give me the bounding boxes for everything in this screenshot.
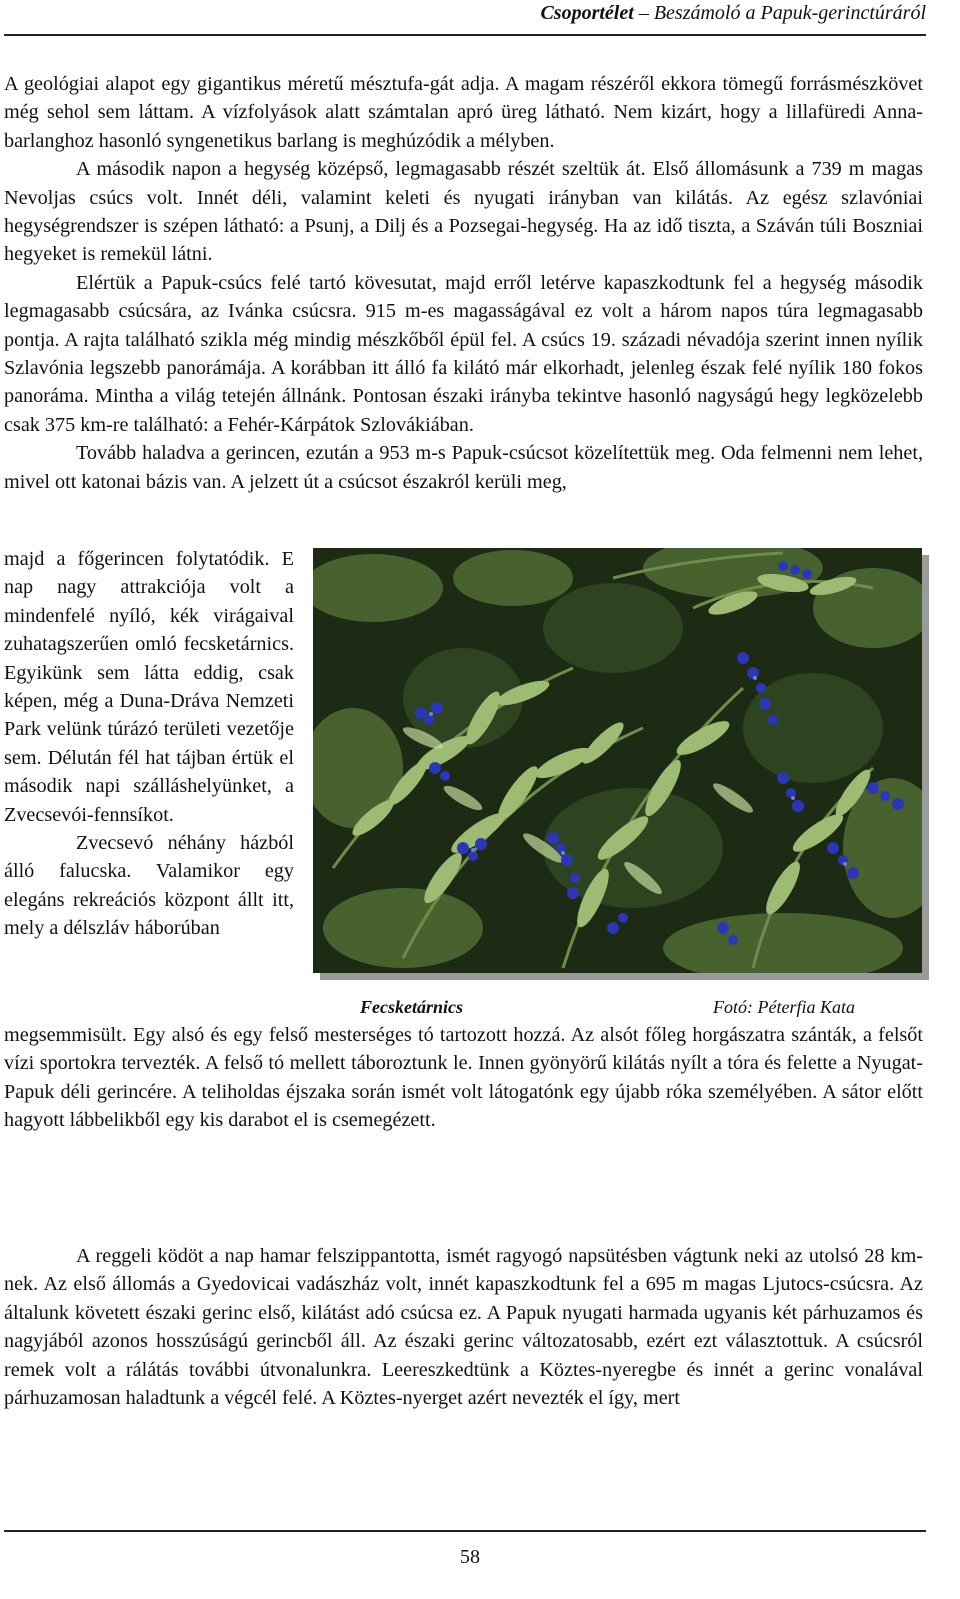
page-number: 58: [460, 1546, 480, 1568]
paragraph: A reggeli ködöt a nap hamar felszippantotta, ismét ragyogó napsütésben vágtunk neki az utolsó 28 km-nek. Az első állomás a Gyedovicai vadászház volt, innét kapaszkodtunk fel a 695 m magas Ljutocs-csúcsra. Az általunk követett északi gerinc első, kilátást adó csúcsa ez. A Papuk nyugati harmada ugyanis két párhuzamos és nagyjából azonos hosszúságú gerincből áll. Az északi gerinc változatosabb, ezért ezt választottuk. A csúcsról remek volt a rálátás további útvonalunkra. Leereszkedtünk a Köztes-nyeregbe és innét a gerinc vonalával párhuzamosan haladtunk a végcél felé. A Köztes-nyerget azért nevezték el így, mert: [4, 1245, 923, 1410]
gentian-photo: [313, 548, 922, 973]
article-body-next: [4, 1242, 923, 1412]
header-separator: –: [633, 2, 654, 24]
article-body-top: [4, 70, 923, 496]
paragraph: majd a főgerincen folytatódik. E nap nagy attrakciója volt a mindenfelé nyíló, kék virágaival zuhatagszerűen omló fecsketárnics. Egyikünk sem látta eddig, csak képen, még a Duna-Dráva Nemzeti Park velünk túrázó területi vezetője sem. Délután fél hat tájban értük el második napi szálláshelyünket, a Zvecsevói-fennsíkot.: [4, 548, 294, 826]
paragraph: A geológiai alapot egy gigantikus méretű mésztufa-gát adja. A magam részéről ekkora tömegű forrásmészkövet még sehol sem láttam. A vízfolyások alatt számtalan apró üreg látható. Nem kizárt, hogy a lillafüredi Anna-barlanghoz hasonló syngenetikus barlang is meghúzódik a mélyben.: [4, 73, 923, 152]
header-section: Csoportélet: [540, 2, 634, 24]
paragraph: Tovább haladva a gerincen, ezután a 953 m-s Papuk-csúcsot közelítettük meg. Oda felmenni nem lehet, mivel ott katonai bázis van. A jelzett út a csúcsot északról kerüli meg,: [4, 442, 923, 493]
article-body-after: [4, 1021, 923, 1135]
photo-illustration: [313, 548, 922, 973]
header-title: Beszámoló a Papuk-gerinctúráról: [653, 2, 926, 24]
paragraph: A második napon a hegység középső, legmagasabb részét szeltük át. Első állomásunk a 739 m magas Nevoljas csúcs volt. Innét déli, valamint keleti és nyugati irányban van kilátás. Az egész szlavóniai hegységrendszer is szépen látható: a Psunj, a Dilj és a Pozsegai-hegység. Ha az idő tiszta, a Száván túli Boszniai hegyeket is remekül látni.: [4, 158, 923, 266]
photo-credit: Fotó: Péterfia Kata: [713, 997, 855, 1017]
paragraph: Zvecsevó néhány házból álló falucska. Valamikor egy elegáns rekreációs központ állt itt, mely a délszláv háborúban: [4, 832, 294, 940]
paragraph: Elértük a Papuk-csúcs felé tartó kövesutat, majd erről letérve kapaszkodtunk fel a hegység második legmagasabb csúcsára, az Ivánka csúcsra. 915 m-es magasságával ez volt a három napos túra legmagasabb pontja. A rajta található szikla még mindig mészkőből épül fel. A csúcs 19. századi névadója szerint innen nyílik Szlavónia legszebb panorámája. A korábban itt álló fa kilátó már elkorhadt, jelenleg észak felé nyílik 180 fokos panoráma. Mintha a világ tetején állnánk. Pontosan északi irányba tekintve hasonló nagyságú hegy legközelebb csak 375 km-re található: a Fehér-Kárpátok Szlovákiában.: [4, 271, 923, 436]
running-title: [540, 2, 926, 25]
photo-caption-title: Fecsketárnics: [360, 997, 463, 1017]
paragraph: megsemmisült. Egy alsó és egy felső mesterséges tó tartozott hozzá. Az alsót főleg horgászatra szánták, a felsőt vízi sportokra tervezték. A felső tó mellett táboroztunk le. Innen gyönyörű kilátás nyílt a tóra és felette a Nyugat-Papuk déli gerincére. A teliholdas éjszaka során ismét volt látogatónk egy újabb róka személyében. A sátor előtt hagyott lábbelikből egy kis darabot el is csemegézett.: [4, 1024, 923, 1132]
wrapped-text-column: [4, 545, 294, 943]
footer-rule: [4, 1530, 926, 1532]
page-header: [4, 0, 926, 36]
